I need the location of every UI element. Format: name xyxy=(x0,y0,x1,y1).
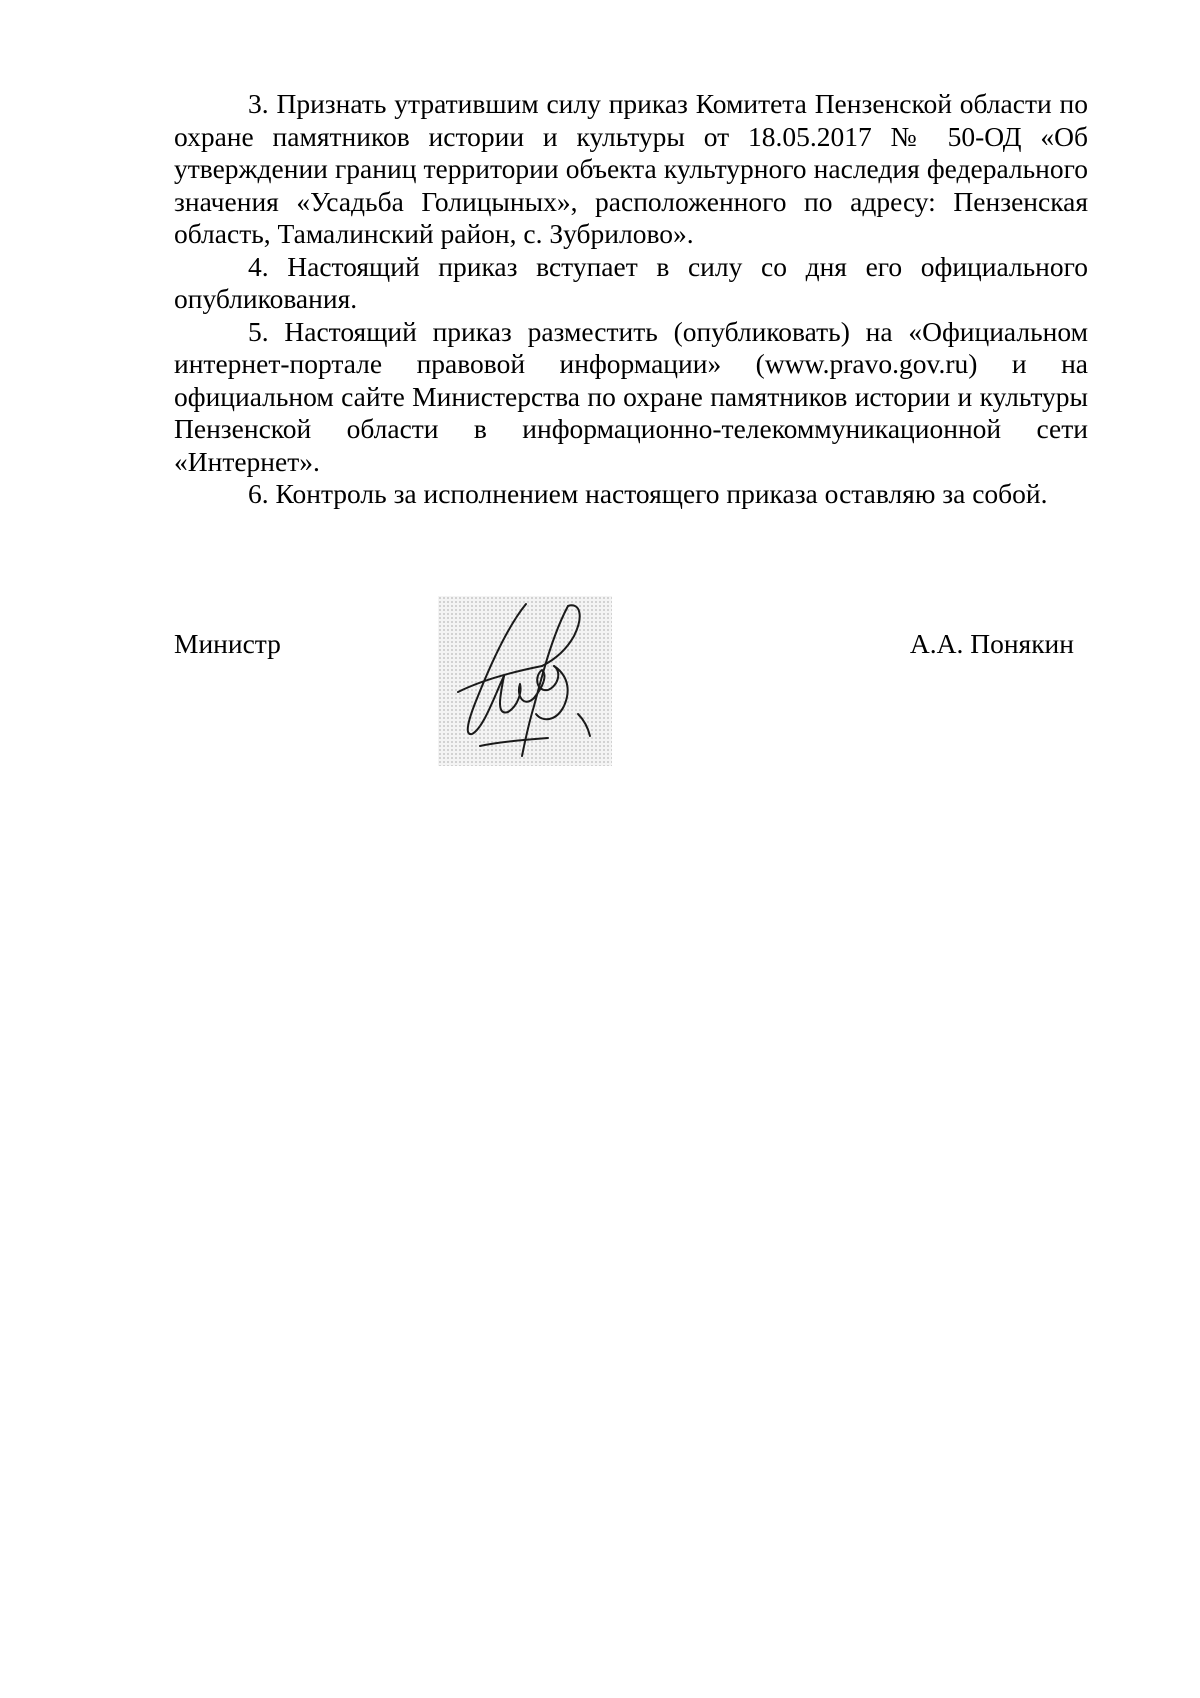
signer-name: А.А. Понякин xyxy=(909,628,1074,659)
document-body xyxy=(174,88,1088,511)
paragraph-5: 5. Настоящий приказ разместить (опубликовать) на «Официальном интернет-портале правовой информации» (www.pravo.gov.ru) и на официальном сайте Министерства по охране памятников истории и культуры Пензенской области в информационно-телекоммуникационной сети «Интернет». xyxy=(174,315,1088,477)
signature-block xyxy=(174,596,1088,776)
paragraph-3: 3. Признать утратившим силу приказ Комитета Пензенской области по охране памятников истории и культуры от 18.05.2017 № 50-ОД «Об утверждении границ территории объекта культурного наследия федерального значения «Усадьба Голицыных», расположенного по адресу: Пензенская область, Тамалинский район, с. Зубрилово». xyxy=(174,88,1088,249)
handwritten-signature xyxy=(438,596,612,766)
signer-position: Министр xyxy=(174,628,281,659)
paragraph-4: 4. Настоящий приказ вступает в силу со дня его официального опубликования. xyxy=(174,250,1088,314)
signature-strokes xyxy=(438,596,612,766)
paragraph-6: 6. Контроль за исполнением настоящего приказа оставляю за собой. xyxy=(248,478,1048,509)
